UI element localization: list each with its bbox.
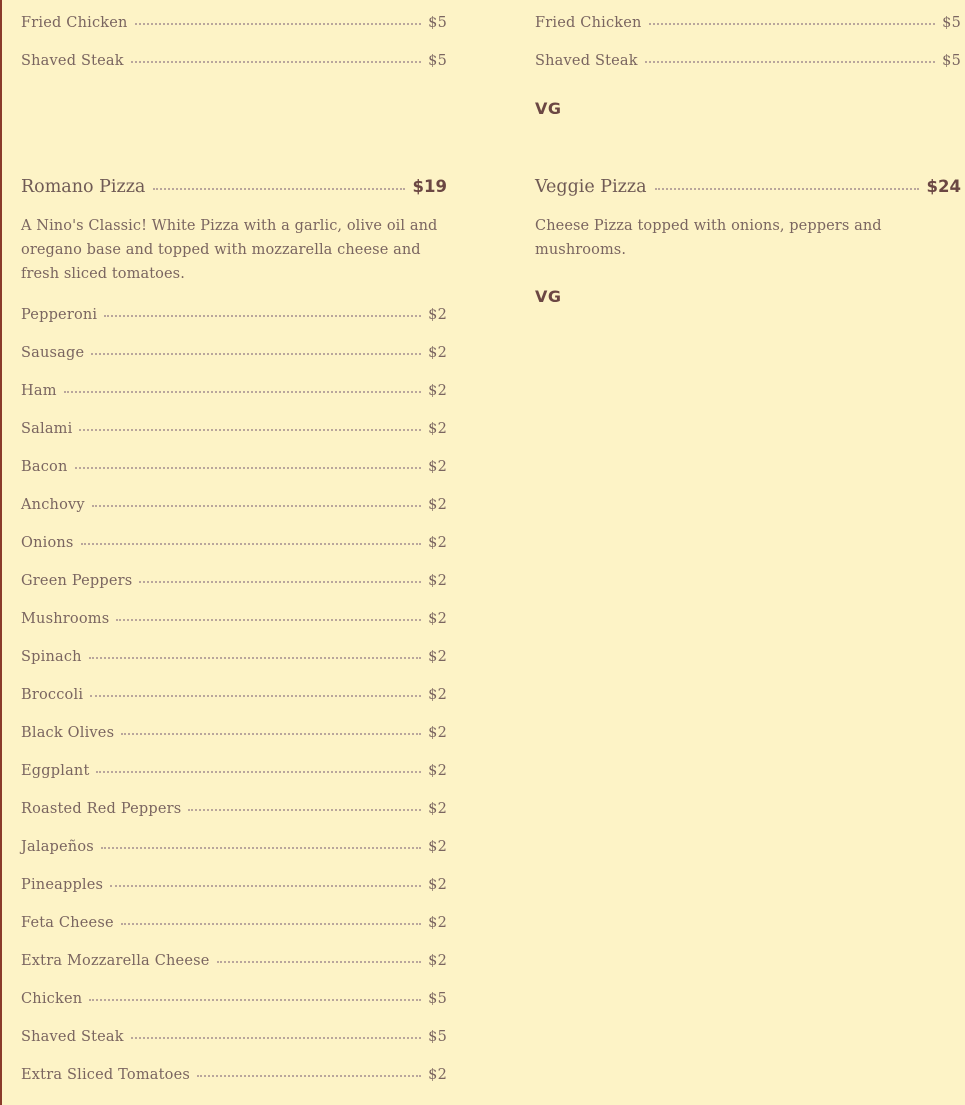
dotted-leader (81, 543, 422, 545)
addon-price: $2 (428, 383, 447, 399)
addon-name: Jalapeños (21, 839, 94, 855)
menu-addon-row (21, 800, 447, 818)
vegetarian-badge: VG (535, 99, 562, 118)
addon-price: $5 (428, 1029, 447, 1045)
dotted-leader (116, 619, 421, 621)
addon-name: Ham (21, 383, 57, 399)
addon-name: Anchovy (21, 497, 85, 513)
dotted-leader (92, 505, 421, 507)
dotted-leader (75, 467, 422, 469)
addon-name: Feta Cheese (21, 915, 114, 931)
addon-price: $5 (942, 53, 961, 69)
addon-price: $2 (428, 611, 447, 627)
addon-price: $2 (428, 839, 447, 855)
addon-name: Shaved Steak (21, 1029, 124, 1045)
menu-item-title-row (21, 176, 447, 198)
addon-name: Sausage (21, 345, 85, 361)
addon-name: Salami (21, 421, 73, 437)
addon-price: $2 (428, 725, 447, 741)
dotted-leader (131, 1037, 421, 1039)
addon-price: $2 (428, 763, 447, 779)
dotted-leader (197, 1075, 421, 1077)
dotted-leader (153, 188, 404, 190)
dotted-leader (64, 391, 422, 393)
menu-addon-row (535, 14, 961, 32)
menu-addon-row (535, 52, 961, 70)
menu-addon-row (21, 762, 447, 780)
menu-addon-row (21, 610, 447, 628)
dotted-leader (188, 809, 421, 811)
menu-addon-row (21, 382, 447, 400)
addon-name: Mushrooms (21, 611, 110, 627)
menu-addon-row (21, 914, 447, 932)
menu-addon-row (21, 14, 447, 32)
menu-addon-row (21, 1028, 447, 1046)
menu-item-price: $19 (412, 177, 447, 196)
dotted-leader (101, 847, 421, 849)
addon-price: $2 (428, 459, 447, 475)
dotted-leader (135, 23, 422, 25)
addon-price: $2 (428, 649, 447, 665)
addon-name: Chicken (21, 991, 83, 1007)
dotted-leader (121, 923, 421, 925)
dotted-leader (91, 353, 421, 355)
addon-price: $2 (428, 421, 447, 437)
addon-name: Bacon (21, 459, 68, 475)
menu-addon-row (21, 572, 447, 590)
dotted-leader (645, 61, 935, 63)
menu-addon-row (21, 724, 447, 742)
menu-addon-row (21, 876, 447, 894)
addon-name: Black Olives (21, 725, 115, 741)
menu-addon-row (21, 420, 447, 438)
menu-addon-row (21, 458, 447, 476)
menu-addon-row (21, 306, 447, 324)
addon-name: Shaved Steak (535, 53, 638, 69)
addon-price: $2 (428, 1067, 447, 1083)
dotted-leader (121, 733, 421, 735)
menu-addon-row (21, 648, 447, 666)
menu-addon-row (21, 838, 447, 856)
menu-addon-row (21, 952, 447, 970)
addon-name: Extra Sliced Tomatoes (21, 1067, 191, 1083)
addon-name: Extra Mozzarella Cheese (21, 953, 210, 969)
addon-name: Roasted Red Peppers (21, 801, 182, 817)
dotted-leader (110, 885, 421, 887)
addon-price: $2 (428, 345, 447, 361)
menu-item-description: A Nino's Classic! White Pizza with a garlic, olive oil and oregano base and topped with mozzarella cheese and fresh sliced tomatoes. (21, 218, 438, 282)
addon-price: $2 (428, 687, 447, 703)
dotted-leader (89, 999, 421, 1001)
addon-price: $2 (428, 953, 447, 969)
menu-addon-row (21, 344, 447, 362)
menu-item-title: Romano Pizza (21, 177, 146, 197)
addon-price: $2 (428, 535, 447, 551)
addon-price: $5 (428, 53, 447, 69)
addon-price: $2 (428, 497, 447, 513)
dotted-leader (79, 429, 421, 431)
addon-name: Broccoli (21, 687, 84, 703)
addon-price: $5 (428, 15, 447, 31)
addon-name: Onions (21, 535, 74, 551)
addon-name: Shaved Steak (21, 53, 124, 69)
dotted-leader (104, 315, 421, 317)
addon-price: $2 (428, 915, 447, 931)
dotted-leader (139, 581, 421, 583)
addon-name: Fried Chicken (21, 15, 128, 31)
addon-name: Spinach (21, 649, 82, 665)
menu-item-description: Cheese Pizza topped with onions, peppers and mushrooms. (535, 218, 882, 258)
menu-addon-row (21, 686, 447, 704)
addon-name: Pineapples (21, 877, 104, 893)
addon-price: $5 (428, 991, 447, 1007)
dotted-leader (89, 657, 421, 659)
addon-name: Pepperoni (21, 307, 98, 323)
menu-item-title-row (535, 176, 961, 198)
addon-name: Green Peppers (21, 573, 133, 589)
menu-addon-row (21, 534, 447, 552)
menu-addon-row (21, 1066, 447, 1084)
dotted-leader (655, 188, 919, 190)
addon-price: $2 (428, 801, 447, 817)
dotted-leader (649, 23, 936, 25)
menu-item-price: $24 (926, 177, 961, 196)
dotted-leader (90, 695, 421, 697)
addon-price: $2 (428, 573, 447, 589)
vegetarian-badge: VG (535, 287, 562, 306)
addon-name: Eggplant (21, 763, 90, 779)
addon-price: $5 (942, 15, 961, 31)
addon-price: $2 (428, 877, 447, 893)
menu-addon-row (21, 496, 447, 514)
dotted-leader (131, 61, 421, 63)
menu-item-title: Veggie Pizza (535, 177, 647, 197)
addon-price: $2 (428, 307, 447, 323)
addon-name: Fried Chicken (535, 15, 642, 31)
menu-addon-row (21, 52, 447, 70)
dotted-leader (96, 771, 421, 773)
menu-addon-row (21, 990, 447, 1008)
page-left-edge (0, 0, 2, 1105)
dotted-leader (217, 961, 422, 963)
